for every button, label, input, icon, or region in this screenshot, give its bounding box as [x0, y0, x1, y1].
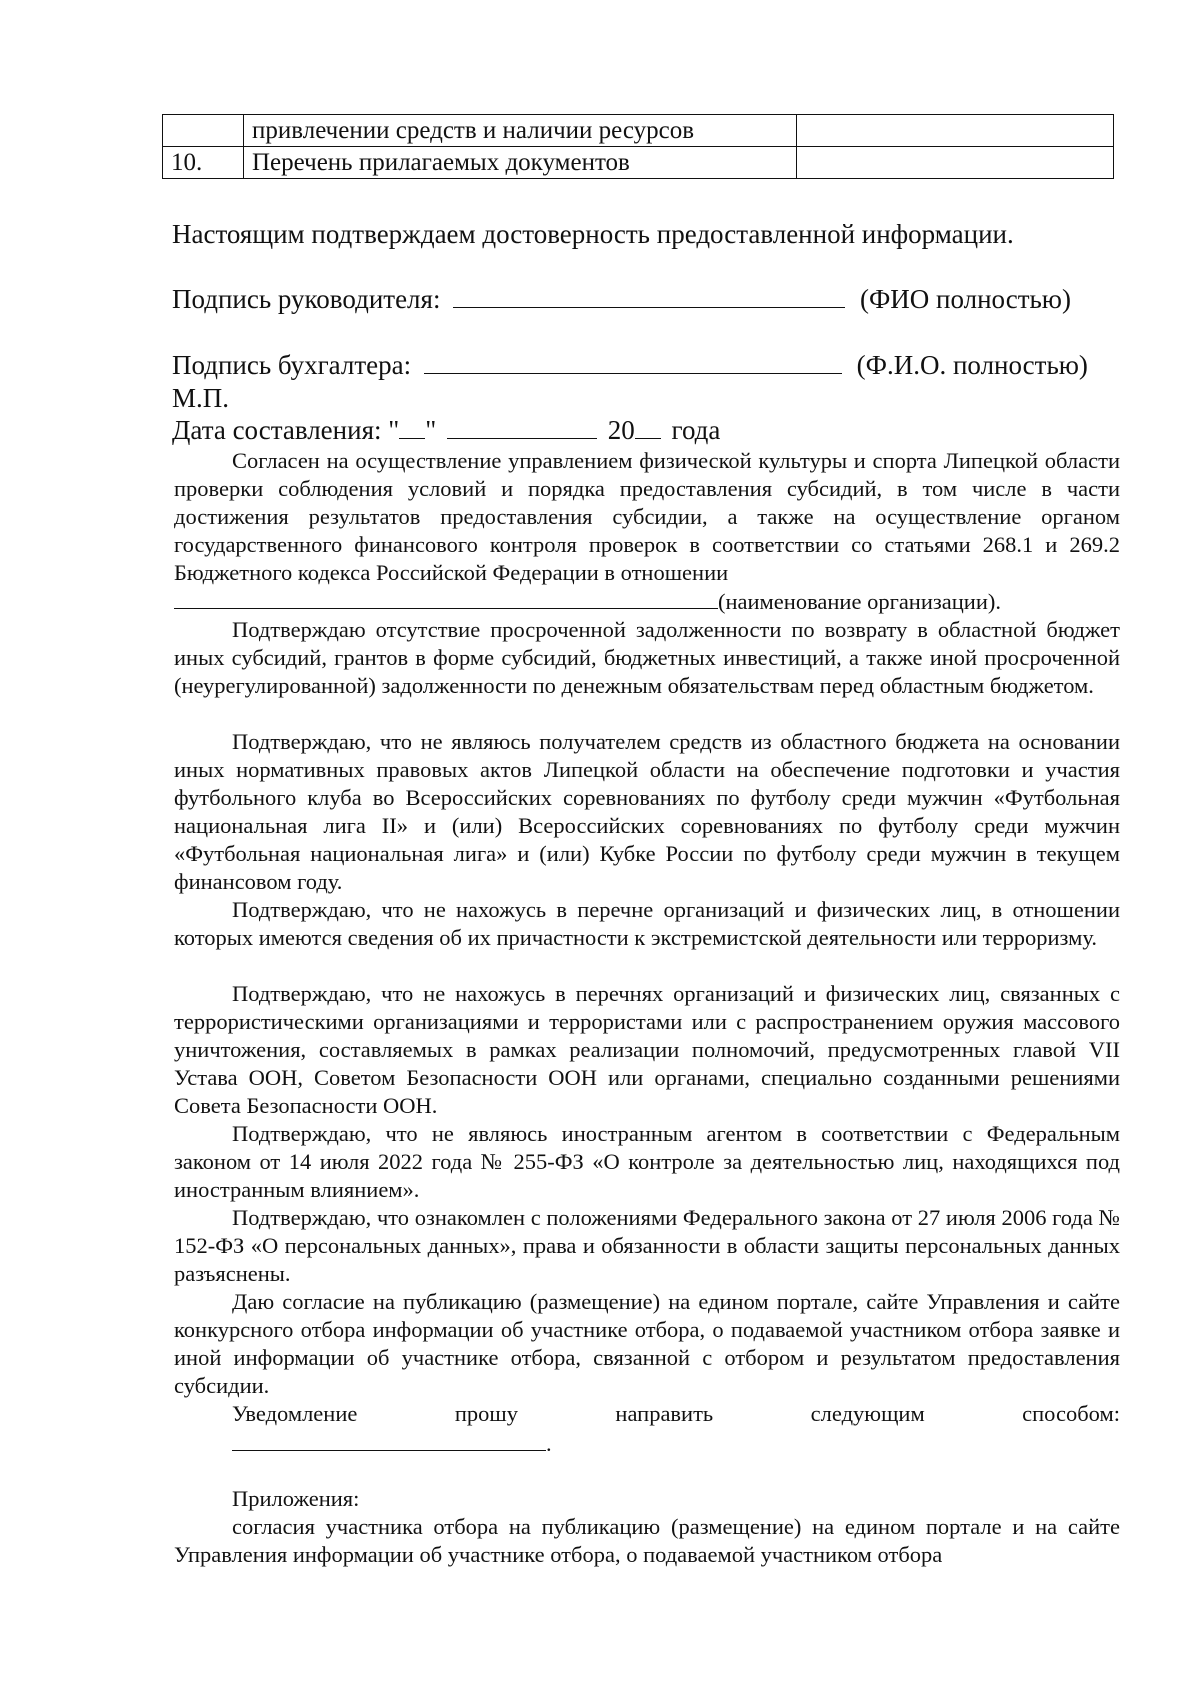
date-year-word: года — [671, 415, 721, 445]
application-table — [162, 114, 1114, 179]
date-label: Дата составления: " — [172, 415, 400, 445]
table-cell-text: Перечень прилагаемых документов — [244, 147, 797, 179]
date-day-blank[interactable] — [399, 416, 425, 439]
head-signature-blank[interactable] — [453, 285, 845, 308]
paragraph-not-extremist: Подтверждаю, что не нахожусь в перечне организаций и физических лиц, в отношении которых имеются сведения об их причастности к экстремистской деятельности или терроризму. — [174, 897, 1120, 950]
head-signature-note: (ФИО полностью) — [859, 284, 1071, 314]
attachments-heading: Приложения: — [232, 1486, 360, 1511]
confirmation-statement: Настоящим подтверждаем достоверность предоставленной информации. — [172, 219, 1014, 249]
organization-name-line — [174, 586, 1001, 616]
paragraph-not-foreign-agent: Подтверждаю, что не являюсь иностранным агентом в соответствии с Федеральным законом от 14 июля 2022 года № 255-ФЗ «О контроле за деятельностью лиц, находящихся под иностранным влиянием». — [174, 1121, 1120, 1202]
table-cell-text: привлечении средств и наличии ресурсов — [244, 115, 797, 147]
table-cell-number: 10. — [163, 147, 244, 179]
accountant-signature-blank[interactable] — [424, 351, 842, 374]
accountant-signature-note: (Ф.И.О. полностью) — [856, 350, 1088, 380]
paragraph-notification-method: Уведомление прошу направить следующим способом: — [232, 1401, 1120, 1426]
paragraph-not-recipient: Подтверждаю, что не являюсь получателем средств из областного бюджета на основании иных нормативных правовых актов Липецкой области на обеспечение подготовки и участия футбольного клуба во Всероссийских соревнованиях по футболу среди мужчин «Футбольная национальная лига II» и (или) Всероссийских соревнованиях по футболу среди мужчин «Футбольная национальная лига» и (или) Кубке России по футболу среди мужчин в текущем финансовом году. — [174, 729, 1120, 894]
accountant-signature-label: Подпись бухгалтера: — [172, 350, 412, 380]
paragraph-consent-checks: Согласен на осуществление управлением физической культуры и спорта Липецкой области проверки соблюдения условий и порядка предоставления субсидий, в том числе в части достижения результатов предоставления субсидии, а также на осуществление органом государственного финансового контроля проверок в соответствии со статьями 268.1 и 269.2 Бюджетного кодекса Российской Федерации в отношении — [174, 448, 1120, 585]
head-signature-label: Подпись руководителя: — [172, 284, 441, 314]
head-signature-line — [172, 283, 1120, 315]
paragraph-personal-data: Подтверждаю, что ознакомлен с положениями Федерального закона от 27 июля 2006 года № 152-ФЗ «О персональных данных», права и обязанности в области защиты персональных данных разъяснены. — [174, 1205, 1120, 1286]
notification-method-line — [232, 1428, 552, 1458]
table-cell-value — [797, 115, 1114, 147]
notification-method-period: . — [546, 1431, 552, 1456]
stamp-place: М.П. — [172, 383, 230, 413]
organization-name-caption: (наименование организации). — [718, 589, 1001, 614]
organization-name-blank[interactable] — [174, 586, 718, 609]
date-quote: " — [425, 415, 437, 445]
paragraph-publication-consent: Даю согласие на публикацию (размещение) на едином портале, сайте Управления и сайте конкурсного отбора информации об участнике отбора, о подаваемой участником отбора заявке и иной информации об участнике отбора, связанной с отбором и результатом предоставления субсидии. — [174, 1289, 1120, 1398]
table-cell-number — [163, 115, 244, 147]
date-year-prefix: 20 — [607, 415, 635, 445]
date-year-blank[interactable] — [635, 416, 661, 439]
table-row — [163, 147, 1114, 179]
accountant-signature-line — [172, 349, 1120, 381]
notification-method-blank[interactable] — [232, 1428, 546, 1451]
paragraph-no-debt: Подтверждаю отсутствие просроченной задолженности по возврату в областной бюджет иных субсидий, грантов в форме субсидий, бюджетных инвестиций, а также иной просроченной (неурегулированной) задолженности по денежным обязательствам перед областным бюджетом. — [174, 617, 1120, 698]
paragraph-attachments: согласия участника отбора на публикацию (размещение) на едином портале и на сайте Управления информации об участнике отбора, о подаваемой участником отбора — [174, 1514, 1120, 1567]
date-line — [172, 414, 1120, 446]
table-cell-value — [797, 147, 1114, 179]
date-month-blank[interactable] — [447, 416, 597, 439]
paragraph-not-terrorist: Подтверждаю, что не нахожусь в перечнях организаций и физических лиц, связанных с террористическими организациями и террористами или с распространением оружия массового уничтожения, составляемых в рамках реализации полномочий, предусмотренных главой VII Устава ООН, Советом Безопасности ООН или органами, специально созданными решениями Совета Безопасности ООН. — [174, 981, 1120, 1118]
table-row — [163, 115, 1114, 147]
